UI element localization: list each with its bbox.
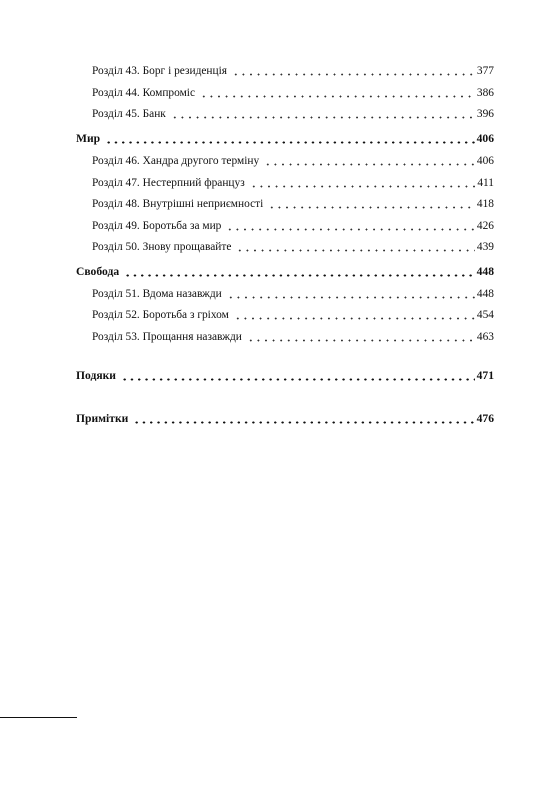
dot-leader: [230, 64, 475, 76]
toc-entry: [92, 105, 494, 121]
toc-entry-title: Розділ 49. Боротьба за мир: [92, 220, 222, 232]
toc-entry-page: 439: [476, 241, 494, 253]
toc-section-title: Мир: [76, 132, 101, 145]
toc-entry: [92, 62, 494, 78]
toc-entry-page: 454: [476, 309, 494, 321]
toc-entry-page: 396: [476, 108, 494, 120]
toc-entry-title: Розділ 48. Внутрішні неприємності: [92, 198, 264, 210]
toc-entry: [92, 152, 494, 168]
toc-entry-page: 386: [476, 87, 494, 99]
dot-leader: [245, 330, 475, 342]
toc-entry: [92, 238, 494, 254]
toc-section: [76, 130, 494, 146]
toc-entry: [92, 195, 494, 211]
dot-leader: [225, 287, 475, 299]
dot-leader: [224, 219, 475, 231]
toc-entry-page: 418: [476, 198, 494, 210]
toc-entry-page: 448: [476, 288, 494, 300]
toc-section-page: 406: [476, 132, 494, 145]
toc-entry: [92, 217, 494, 233]
toc-entry-title: Розділ 50. Знову прощавайте: [92, 241, 232, 253]
toc-entry: [92, 84, 494, 100]
toc-entry-title: Розділ 47. Нестерпний француз: [92, 177, 245, 189]
toc-section-title: Примітки: [76, 412, 129, 425]
toc-entry: [92, 174, 494, 190]
toc-section: [76, 410, 494, 426]
toc-entry-title: Розділ 51. Вдома назавжди: [92, 288, 222, 300]
toc-section-page: 448: [476, 265, 494, 278]
dot-leader: [198, 86, 475, 98]
dot-leader: [169, 107, 475, 119]
dot-leader: [119, 369, 475, 381]
dot-leader: [103, 132, 475, 144]
toc-entry-page: 463: [476, 331, 494, 343]
toc-section-title: Свобода: [76, 265, 120, 278]
dot-leader: [122, 265, 474, 277]
toc-section-title: Подяки: [76, 369, 116, 382]
dot-leader: [234, 240, 475, 252]
toc-entry-title: Розділ 52. Боротьба з гріхом: [92, 309, 229, 321]
toc-section: [76, 367, 494, 383]
dot-leader: [131, 412, 474, 424]
toc-section-page: 471: [476, 369, 494, 382]
toc-entry-title: Розділ 46. Хандра другого терміну: [92, 155, 260, 167]
toc-entry-page: 406: [476, 155, 494, 167]
toc-entry: [92, 328, 494, 344]
dot-leader: [266, 197, 475, 209]
dot-leader: [232, 308, 475, 320]
toc-entry: [92, 285, 494, 301]
toc-entry-page: 411: [477, 177, 494, 189]
footnote-separator-line: [0, 717, 77, 718]
dot-leader: [262, 154, 475, 166]
toc-entry-title: Розділ 45. Банк: [92, 108, 166, 120]
toc-entry-title: Розділ 43. Борг і резиденція: [92, 65, 228, 77]
toc-section-page: 476: [476, 412, 494, 425]
toc-entry-page: 426: [476, 220, 494, 232]
toc-entry-page: 377: [476, 65, 494, 77]
toc-entry-title: Розділ 53. Прощання назавжди: [92, 331, 242, 343]
toc-section: [76, 263, 494, 279]
toc-entry: [92, 306, 494, 322]
dot-leader: [248, 176, 476, 188]
toc-entry-title: Розділ 44. Компроміс: [92, 87, 196, 99]
